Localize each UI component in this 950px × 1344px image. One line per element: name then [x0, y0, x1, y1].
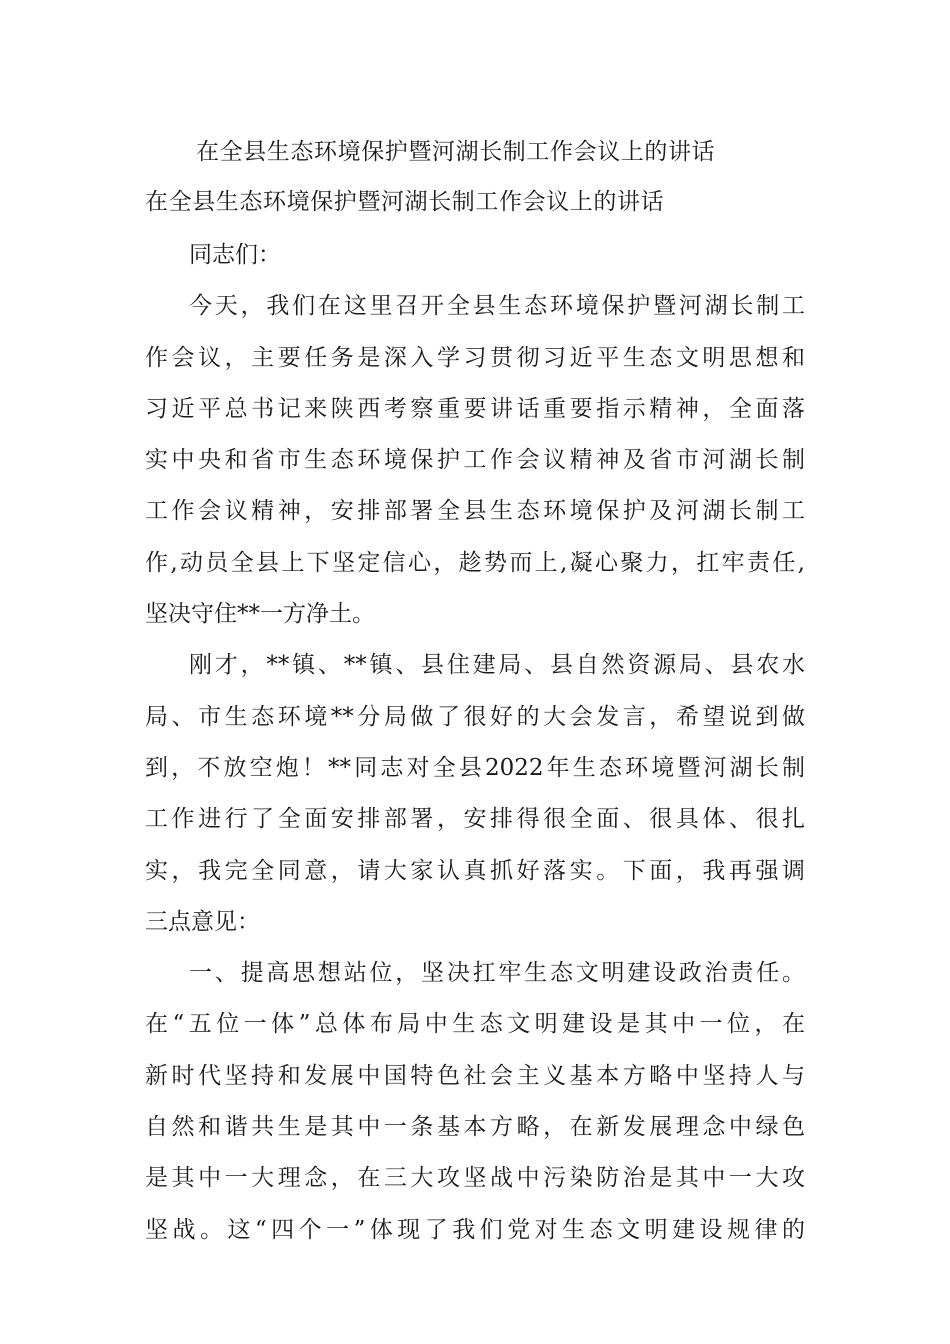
text-line: 实中央和省市生态环境保护工作会议精神及省市河湖长制 — [145, 447, 805, 474]
text-line: 工作会议精神，安排部署全县生态环境保护及河湖长制工 — [145, 498, 805, 525]
text-line: 坚战。这“四个一”体现了我们党对生态文明建设规律的 — [145, 1216, 805, 1243]
text-line: 工作进行了全面安排部署，安排得很全面、很具体、很扎 — [145, 806, 805, 833]
salutation-paragraph — [145, 230, 805, 281]
document-subtitle: 在全县生态环境保护暨河湖长制工作会议上的讲话 — [145, 189, 665, 215]
document-title: 在全县生态环境保护暨河湖长制工作会议上的讲话 — [196, 139, 716, 165]
text-line: 实，我完全同意，请大家认真抓好落实。下面，我再强调 — [145, 857, 805, 884]
text-line: 今天，我们在这里召开全县生态环境保护暨河湖长制工 — [189, 293, 805, 320]
text-line: 是其中一大理念，在三大攻坚战中污染防治是其中一大攻 — [145, 1165, 805, 1192]
text-line: 一、提高思想站位，坚决扛牢生态文明建设政治责任。 — [189, 960, 805, 987]
text-line: 到，不放空炮！**同志对全县2022年生态环境暨河湖长制 — [145, 754, 805, 781]
text-line: 作会议，主要任务是深入学习贯彻习近平生态文明思想和 — [145, 344, 805, 371]
review-paragraph — [145, 640, 805, 948]
text-line: 在“五位一体”总体布局中生态文明建设是其中一位，在 — [145, 1011, 805, 1038]
text-line: 习近平总书记来陕西考察重要讲话重要指示精神，全面落 — [145, 395, 805, 422]
text-line: 刚才，**镇、**镇、县住建局、县自然资源局、县农水 — [189, 652, 805, 679]
text-line: 同志们： — [189, 242, 281, 268]
document-body — [145, 230, 805, 1256]
text-line: 三点意见： — [145, 908, 260, 935]
text-line: 新时代坚持和发展中国特色社会主义基本方略中坚持人与 — [145, 1062, 805, 1089]
text-line: 作,动员全县上下坚定信心，趁势而上,凝心聚力，扛牢责任, — [145, 549, 805, 576]
section-one-paragraph — [145, 948, 805, 1256]
text-line: 局、市生态环境**分局做了很好的大会发言，希望说到做 — [145, 703, 805, 730]
text-line: 坚决守住**一方净土。 — [145, 601, 375, 628]
intro-paragraph — [145, 281, 805, 640]
text-line: 自然和谐共生是其中一条基本方略，在新发展理念中绿色 — [145, 1114, 805, 1141]
